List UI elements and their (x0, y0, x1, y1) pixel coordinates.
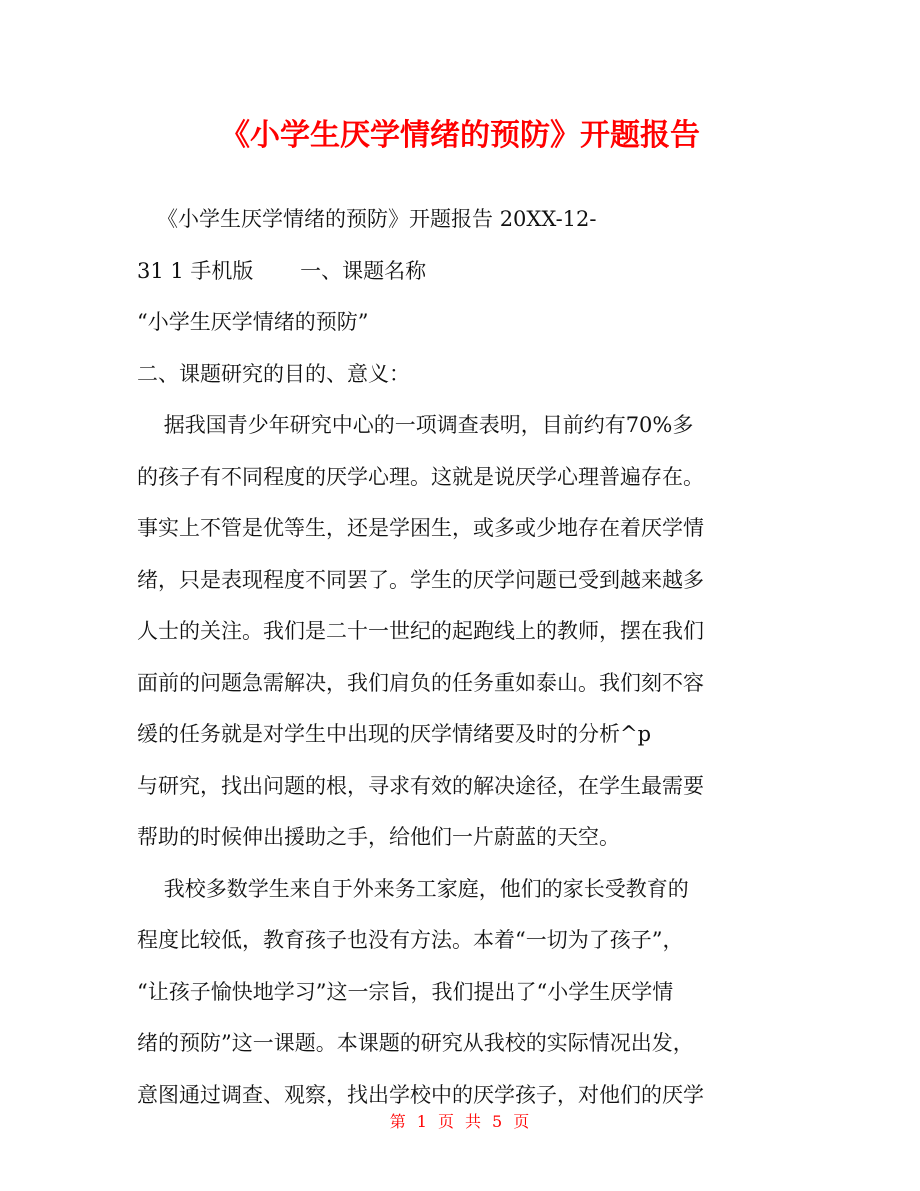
body-line: 的孩子有不同程度的厌学心理。这就是说厌学心理普遍存在。 (137, 464, 704, 489)
body-line: 《小学生厌学情绪的预防》开题报告 20XX-12- (137, 207, 597, 231)
page-title: 《小学生厌学情绪的预防》开题报告 (220, 118, 700, 153)
body-line: 绪的预防”这一课题。本课题的研究从我校的实际情况出发， (137, 1031, 694, 1055)
body-line: “小学生厌学情绪的预防” (137, 310, 369, 334)
body-line: 意图通过调查、观察，找出学校中的厌学孩子，对他们的厌学 (137, 1082, 704, 1107)
body-line: 缓的任务就是对学生中出现的厌学情绪要及时的分析^p (137, 722, 652, 746)
footer-total-unit: 页 (513, 1112, 531, 1131)
footer-page-unit: 页 (437, 1112, 455, 1131)
body-line: 程度比较低，教育孩子也没有方法。本着“一切为了孩子”， (137, 928, 684, 952)
body-line: 事实上不管是优等生，还是学困生，或多或少地存在着厌学情 (137, 516, 704, 540)
body-line: 人士的关注。我们是二十一世纪的起跑线上的教师，摆在我们 (137, 619, 704, 643)
body-line: 帮助的时候伸出援助之手，给他们一片蔚蓝的天空。 (137, 825, 620, 849)
body-line: “让孩子愉快地学习”这一宗旨，我们提出了“小学生厌学情 (137, 979, 674, 1004)
footer-total-pages: 5 (492, 1112, 504, 1131)
footer-current-page: 1 (416, 1112, 428, 1131)
body-line: 与研究，找出问题的根，寻求有效的解决途径，在学生最需要 (137, 773, 704, 798)
body-line: 据我国青少年研究中心的一项调查表明，目前约有70%多 (137, 413, 694, 437)
page-footer (0, 1110, 920, 1134)
body-line: 面前的问题急需解决，我们肩负的任务重如泰山。我们刻不容 (137, 670, 704, 695)
body-line: 二、课题研究的目的、意义： (137, 361, 410, 386)
body-line: 我校多数学生来自于外来务工家庭，他们的家长受教育的 (137, 876, 689, 901)
document-body (137, 194, 787, 1121)
footer-page-label: 第 (389, 1112, 407, 1131)
body-line: 31 1 手机版 一、课题名称 (137, 258, 427, 283)
body-line: 绪，只是表现程度不同罢了。学生的厌学问题已受到越来越多 (137, 567, 704, 592)
footer-total-label: 共 (465, 1112, 483, 1131)
